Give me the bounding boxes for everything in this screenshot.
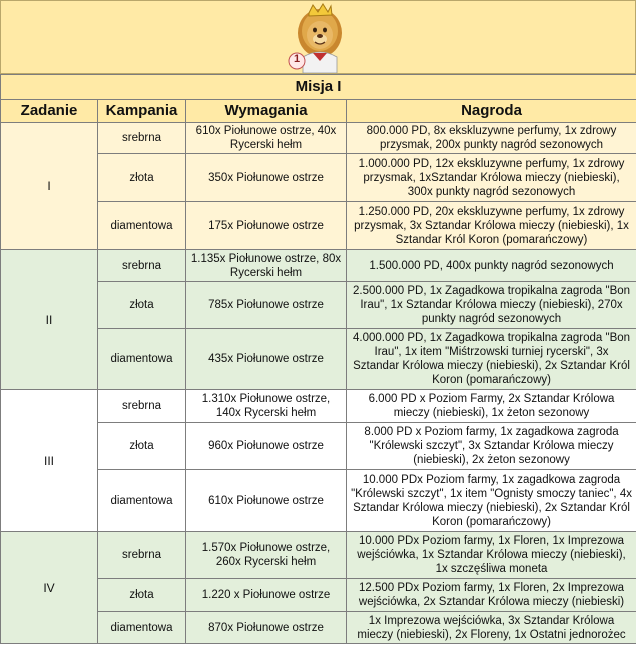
campaign-cell: diamentowa (98, 202, 186, 250)
reward-cell: 2.500.000 PD, 1x Zagadkowa tropikalna zagroda "Bon Irau", 1x Sztandar Królowa mieczy (niebieski), 270x punkty nagród sezonowych (347, 282, 636, 329)
task-cell: IV (1, 532, 98, 644)
requirements-cell: 785x Piołunowe ostrze (186, 282, 347, 329)
campaign-cell: diamentowa (98, 329, 186, 390)
reward-cell: 800.000 PD, 8x ekskluzywne perfumy, 1x zdrowy przysmak, 200x punkty nagród sezonowych (347, 123, 636, 154)
table-row (1, 390, 636, 423)
task-cell: I (1, 123, 98, 250)
requirements-cell: 1.135x Piołunowe ostrze, 80x Rycerski hełm (186, 250, 347, 282)
requirements-cell: 350x Piołunowe ostrze (186, 154, 347, 202)
reward-cell: 10.000 PDx Poziom farmy, 1x Floren, 1x Imprezowa wejściówka, 1x Sztandar Królowa mieczy (niebieski), 1x szczęśliwa moneta (347, 532, 636, 579)
reward-cell: 8.000 PD x Poziom farmy, 1x zagadkowa zagroda "Królewski szczyt", 3x Sztandar Królowa mieczy (niebieski), 2x żeton sezonowy (347, 423, 636, 470)
col-header-campaign: Kampania (98, 100, 186, 123)
reward-cell: 4.000.000 PD, 1x Zagadkowa tropikalna zagroda "Bon Irau", 1x item "Miśtrzowski turniej rycerski", 3x Sztandar Królowa mieczy (niebieski), 2x Sztandar Król Koron (pomarańczowy) (347, 329, 636, 390)
campaign-cell: złota (98, 154, 186, 202)
campaign-cell: srebrna (98, 250, 186, 282)
requirements-cell: 870x Piołunowe ostrze (186, 612, 347, 644)
requirements-cell: 610x Piołunowe ostrze, 40x Rycerski hełm (186, 123, 347, 154)
reward-cell: 6.000 PD x Poziom Farmy, 2x Sztandar Królowa mieczy (niebieski), 1x żeton sezonowy (347, 390, 636, 423)
requirements-cell: 435x Piołunowe ostrze (186, 329, 347, 390)
requirements-cell: 175x Piołunowe ostrze (186, 202, 347, 250)
campaign-cell: złota (98, 423, 186, 470)
header-banner (0, 0, 636, 74)
task-cell: II (1, 250, 98, 390)
requirements-cell: 1.570x Piołunowe ostrze, 260x Rycerski hełm (186, 532, 347, 579)
mission-title: Misja I (1, 75, 636, 100)
table-row (1, 250, 636, 282)
mission-table (0, 74, 636, 644)
col-header-task: Zadanie (1, 100, 98, 123)
reward-cell: 1.000.000 PD, 12x ekskluzywne perfumy, 1x zdrowy przysmak, 1xSztandar Królowa mieczy (niebieski), 300x punkty nagród sezonowych (347, 154, 636, 202)
col-header-requirements: Wymagania (186, 100, 347, 123)
table-row (1, 123, 636, 154)
campaign-cell: diamentowa (98, 470, 186, 532)
reward-cell: 1x Imprezowa wejściówka, 3x Sztandar Królowa mieczy (niebieski), 2x Floreny, 1x Ostatni jednorożec (347, 612, 636, 644)
campaign-cell: srebrna (98, 532, 186, 579)
requirements-cell: 1.220 x Piołunowe ostrze (186, 579, 347, 612)
col-header-reward: Nagroda (347, 100, 636, 123)
campaign-cell: złota (98, 579, 186, 612)
campaign-cell: srebrna (98, 390, 186, 423)
task-cell: III (1, 390, 98, 532)
reward-cell: 1.500.000 PD, 400x punkty nagród sezonowych (347, 250, 636, 282)
requirements-cell: 960x Piołunowe ostrze (186, 423, 347, 470)
reward-cell: 12.500 PDx Poziom farmy, 1x Floren, 2x Imprezowa wejściówka, 2x Sztandar Królowa mieczy (niebieski) (347, 579, 636, 612)
requirements-cell: 610x Piołunowe ostrze (186, 470, 347, 532)
campaign-cell: złota (98, 282, 186, 329)
reward-cell: 10.000 PDx Poziom farmy, 1x zagadkowa zagroda "Królewski szczyt", 1x item "Ognisty smoczy taniec", 4x Sztandar Królowa mieczy (niebieski), 2x Sztandar Król Koron (pomarańczowy) (347, 470, 636, 532)
requirements-cell: 1.310x Piołunowe ostrze, 140x Rycerski hełm (186, 390, 347, 423)
campaign-cell: diamentowa (98, 612, 186, 644)
badge-number: 1 (293, 53, 301, 65)
campaign-cell: srebrna (98, 123, 186, 154)
table-row (1, 532, 636, 579)
reward-cell: 1.250.000 PD, 20x ekskluzywne perfumy, 1x zdrowy przysmak, 3x Sztandar Królowa mieczy (niebieski), 1x Sztandar Król Koron (pomarańczowy) (347, 202, 636, 250)
